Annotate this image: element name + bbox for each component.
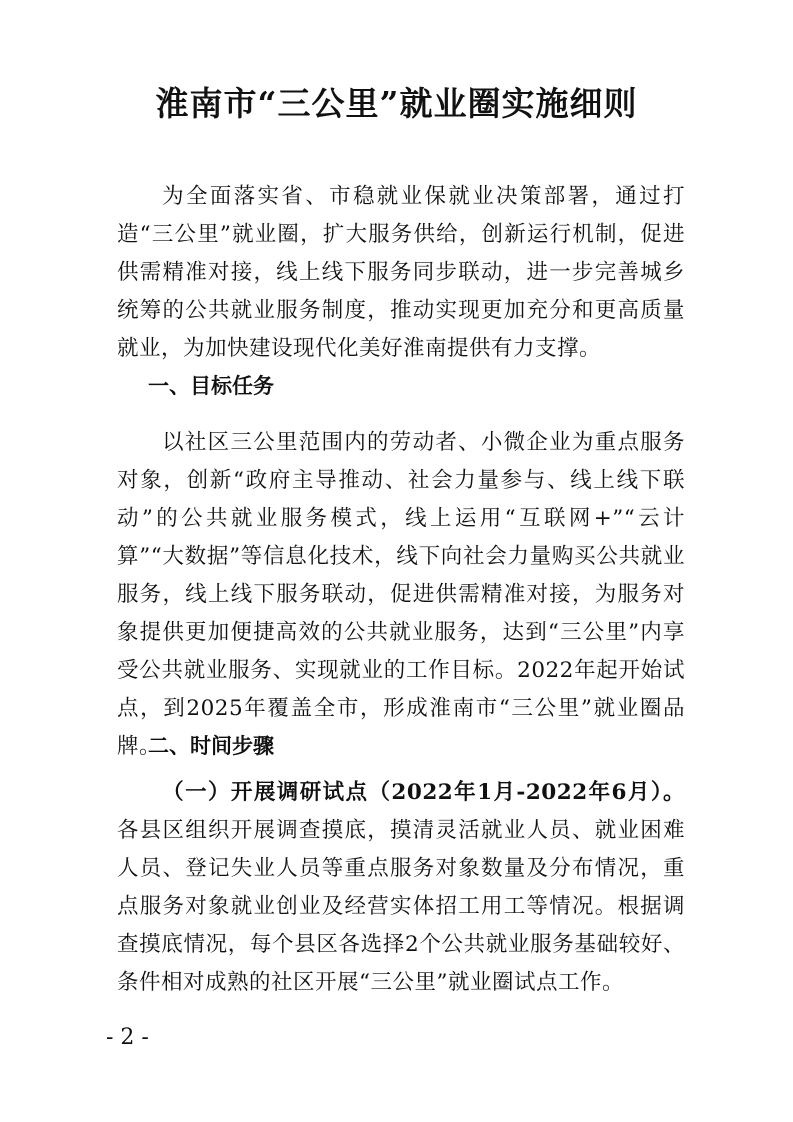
page-number: - 2 - — [106, 1025, 149, 1050]
goals-block — [117, 424, 685, 766]
schedule-paragraph — [117, 774, 685, 1002]
subsection-text: 各县区组织开展调查摸底，摸清灵活就业人员、就业困难人员、登记失业人员等重点服务对象数量及分布情况，重点服务对象就业创业及经营实体招工用工等情况。根据调查摸底情况，每个县区各选择2个公共就业服务基础较好、条件相对成熟的社区开展“三公里”就业圈试点工作。 — [117, 818, 685, 995]
section-heading-goals: 一、目标任务 — [148, 374, 274, 398]
section-heading-schedule: 二、时间步骤 — [148, 734, 274, 758]
intro-block — [117, 178, 685, 368]
subsection-lead: （一）开展调研试点（2022年1月-2022年6月）。 — [162, 780, 685, 805]
document-title: 淮南市“三公里”就业圈实施细则 — [155, 84, 638, 123]
schedule-block — [117, 774, 685, 1002]
goals-paragraph: 以社区三公里范围内的劳动者、小微企业为重点服务对象，创新“政府主导推动、社会力量参与、线上线下联动”的公共就业服务模式，线上运用“互联网+”“云计算”“大数据”等信息化技术，线下向社会力量购买公共就业服务，线上线下服务联动，促进供需精准对接，为服务对象提供更加便捷高效的公共就业服务，达到“三公里”内享受公共就业服务、实现就业的工作目标。2022年起开始试点，到2025年覆盖全市，形成淮南市“三公里”就业圈品牌。 — [117, 430, 685, 759]
intro-paragraph: 为全面落实省、市稳就业保就业决策部署，通过打造“三公里”就业圈，扩大服务供给，创新运行机制，促进供需精准对接，线上线下服务同步联动，进一步完善城乡统筹的公共就业服务制度，推动实现更加充分和更高质量就业，为加快建设现代化美好淮南提供有力支撑。 — [117, 184, 685, 361]
